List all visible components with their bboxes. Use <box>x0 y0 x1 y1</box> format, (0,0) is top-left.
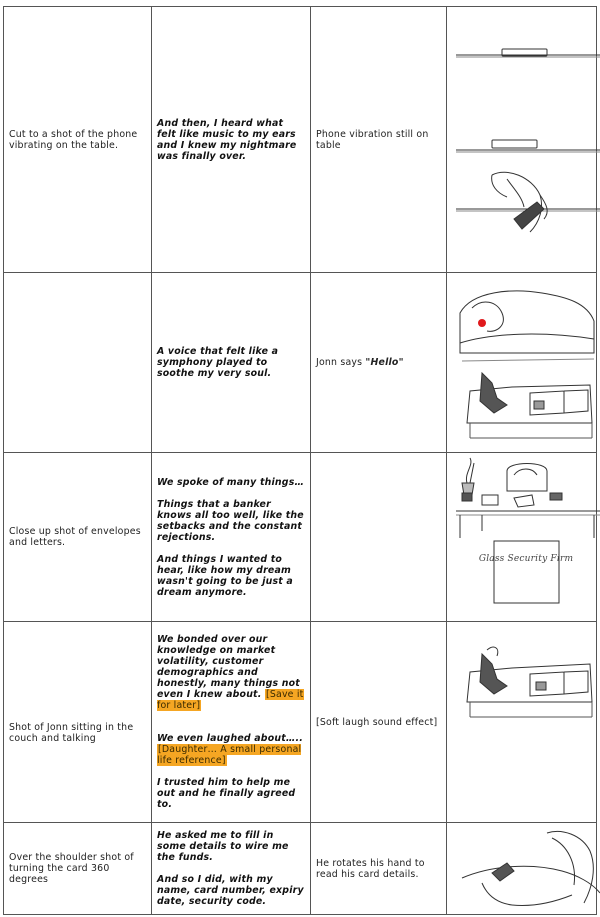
shot-description: Cut to a shot of the phone vibrating on the table. <box>4 7 152 273</box>
storyboard-row <box>4 453 597 622</box>
narration-text: And then, I heard what felt like music to my ears and I knew my nightmare was finally over. <box>157 117 297 162</box>
director-note-highlight: [Save it for later] <box>157 689 304 711</box>
sketch-cell <box>447 622 597 823</box>
sketch-cell <box>447 453 597 622</box>
shot-description <box>4 273 152 453</box>
storyboard-row <box>4 622 597 823</box>
over-shoulder-card-sketch <box>452 823 600 914</box>
narration-text: We even laughed about…..[Daughter… A small personal life reference] <box>157 733 303 766</box>
sound-cell <box>311 273 447 453</box>
sketch-cell <box>447 7 597 273</box>
red-marker-icon <box>478 319 486 327</box>
storyboard-row <box>4 273 597 453</box>
storyboard-table <box>3 6 597 915</box>
sound-cell <box>311 823 447 915</box>
narration-cell <box>152 823 311 915</box>
narration-cell <box>152 273 311 453</box>
sketch-handwritten-note: Glass Security Firm <box>478 554 574 564</box>
narration-text: A voice that felt like a symphony played to soothe my very soul. <box>157 346 279 379</box>
narration-text: We spoke of many things… <box>157 476 305 488</box>
narration-text: I trusted him to help me out and he finally agreed to. <box>157 777 296 810</box>
sketch-cell <box>447 273 597 453</box>
sketch-cell <box>447 823 597 915</box>
shot-description: Shot of Jonn sitting in the couch and talking <box>4 622 152 823</box>
narration-text: He asked me to fill in some details to wire me the funds. <box>157 830 289 863</box>
narration-text: And things I wanted to hear, like how my dream wasn't going to be just a dream anymore. <box>157 553 293 598</box>
sound-description: Phone vibration still on table <box>316 128 429 151</box>
man-on-couch-talking-sketch <box>452 622 600 822</box>
sound-cell <box>311 622 447 823</box>
sound-quote: "Hello" <box>365 357 404 368</box>
desk-and-envelope-sketch <box>452 453 600 621</box>
sound-description: [Soft laugh sound effect] <box>316 716 438 728</box>
sound-cell <box>311 453 447 622</box>
shot-description: Over the shoulder shot of turning the card 360 degrees <box>4 823 152 915</box>
sound-cell <box>311 7 447 273</box>
director-note-highlight: [Daughter… A small personal life reference] <box>157 744 302 766</box>
sound-description: He rotates his hand to read his card details. <box>316 857 425 880</box>
narration-text: Things that a banker knows all too well, like the setbacks and the constant rejections. <box>157 498 304 543</box>
phone-on-table-sketch <box>452 7 600 272</box>
narration-text: And so I did, with my name, card number, expiry date, security code. <box>157 874 304 907</box>
narration-cell <box>152 7 311 273</box>
narration-cell <box>152 622 311 823</box>
sound-description: Jonn says <box>316 357 366 368</box>
narration-text: We bonded over our knowledge on market volatility, customer demographics and honestly, many things not even I knew about. [Save it for later] <box>157 634 304 711</box>
storyboard-row <box>4 823 597 915</box>
shot-description: Close up shot of envelopes and letters. <box>4 453 152 622</box>
man-on-couch-sketch <box>452 273 600 452</box>
narration-cell <box>152 453 311 622</box>
storyboard-row <box>4 7 597 273</box>
